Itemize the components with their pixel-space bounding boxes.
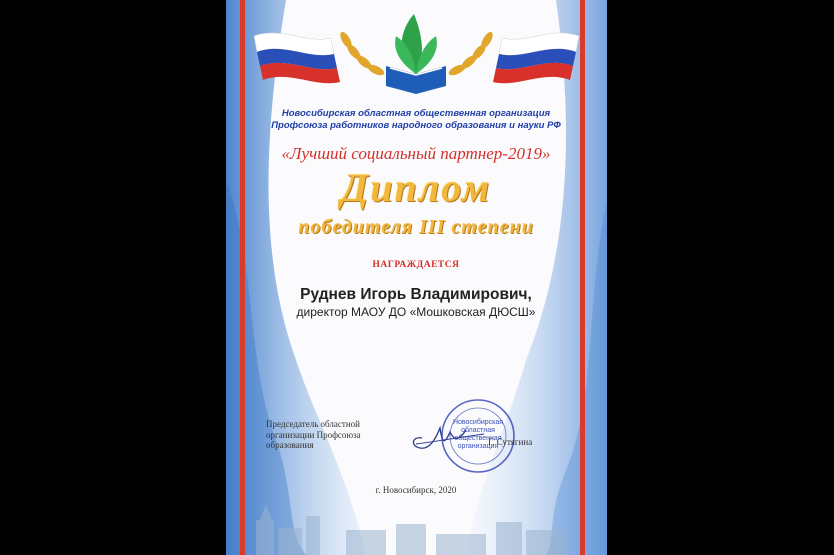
organization-name (266, 108, 566, 132)
city-and-year: г. Новосибирск, 2020 (375, 485, 457, 495)
awarded-label: НАГРАЖДАЕТСЯ (372, 260, 460, 270)
city-skyline-decoration (226, 490, 607, 555)
union-book-leaf-emblem (386, 14, 446, 94)
signatory-title: Председатель областной организации Профсоюза образования (266, 419, 361, 450)
round-stamp-icon (439, 397, 517, 475)
contest-name: «Лучший социальный партнер-2019» (281, 144, 551, 163)
russian-flag-icon (493, 33, 579, 83)
organization-line-1: Новосибирская областная общественная организация (281, 108, 551, 119)
recipient-name: Руднев Игорь Владимирович, (300, 286, 532, 303)
diploma-title: Диплом (340, 165, 492, 210)
recipient-position: директор МАОУ ДО «Мошковская ДЮСШ» (296, 305, 536, 319)
signatory-name: Г. Сутягина (488, 437, 533, 447)
stamp-text: Новосибирская областная общественная организация (452, 419, 504, 450)
organization-line-2: Профсоюза работников народного образования и науки РФ (271, 120, 561, 131)
diploma-degree: победителя III степени (298, 216, 534, 238)
diploma-document (226, 0, 607, 555)
russian-flag-icon (254, 33, 340, 83)
header-emblem-with-flags (226, 0, 607, 100)
